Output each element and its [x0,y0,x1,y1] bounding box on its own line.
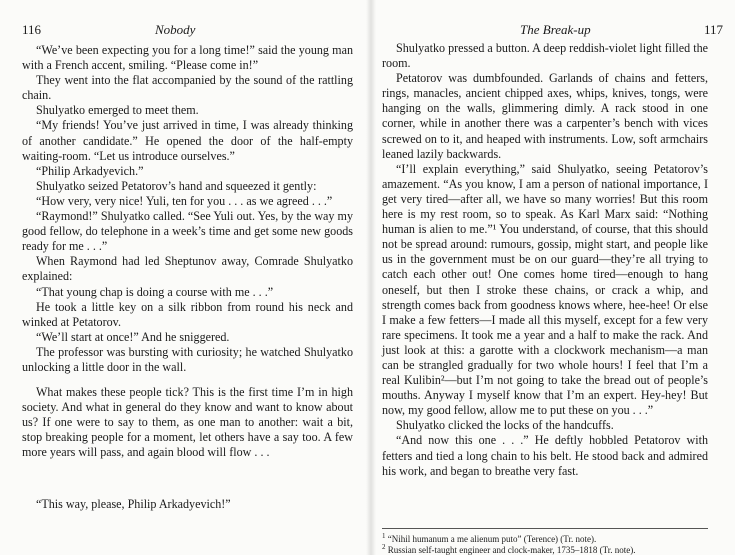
paragraph: “My friends! You’ve just arrived in time, I was already thinking of another candidate.” He opened the door of the half-empty waiting-room. “Let us introduce ourselves.” [22,118,353,163]
left-page-number [22,22,41,37]
page-number: 117 [704,22,724,37]
footnote [382,545,708,556]
paragraph: “Raymond!” Shulyatko called. “See Yuli out. Yes, by the way my good fellow, do telephone in a week’s time and get some new goods ready for me . . .” [22,209,353,254]
footnote [382,534,708,545]
footnote-mark: 2 [382,543,386,551]
paragraph: Shulyatko emerged to meet them. [36,103,199,118]
right-page [372,0,735,555]
footnotes [382,528,708,556]
right-running-title: The Break-up [520,22,591,37]
paragraph: “We’ll start at once!” And he sniggered. [36,329,230,344]
paragraph: “I’ll explain everything,” said Shulyatko, seeing Petatorov’s amazement. “As you know, I am a person of national importance, I get very tired—after all, we have so many worries! But this room here is my rest room, so to speak. As Karl Marx said: “Nothing human is alien to me.”¹ You understand, of course, that this should not be spread around: rumours, gossip, might start, and people like us in the government must be on our guard—they’re all trying to catch each other out! One comes home tired—enough to hang oneself, but then I stroke these chains, or crack a whip, and strength comes back from goodness knows where, hee-hee! Or else I make a few fetters—I made all this myself, except for a few very rare specimens. It took me a year and a half to make the rack. And just look at this: a garotte with a clockwork mechanism—a man can be strangled gradually for two whole hours! I feel that I’m a real Kulibin²—but I’m not going to take the bread out of people’s mouths. Anyway I myself know that I’m an expert. Hey-hey! But now, my good fellow, allow me to put these on you . . .” [382,161,708,418]
left-text-top [22,43,353,375]
left-text-bottom [22,497,353,512]
footnote-mark: 1 [382,532,386,540]
left-running-title: Nobody [155,22,196,37]
paragraph: “Philip Arkadyevich.” [36,163,144,178]
left-text-middle [22,385,353,460]
footnote-text: “Nihil humanum a me alienum puto” (Terence) (Tr. note). [387,534,597,544]
paragraph: Shulyatko seized Petatorov’s hand and squeezed it gently: [36,178,317,193]
paragraph: “How very, very nice! Yuli, ten for you . . . as we agreed . . .” [36,193,333,208]
paragraph: When Raymond had led Sheptunov away, Comrade Shulyatko explained: [22,254,353,284]
paragraph: The professor was bursting with curiosity; he watched Shulyatko unlocking a little door in the wall. [22,344,353,374]
paragraph: “That young chap is doing a course with me . . .” [36,284,274,299]
right-page-number [704,22,723,37]
paragraph: What makes these people tick? This is the first time I’m in high society. And what in general do they know and want to know about us? If one were to say to them, as one man to another: wait a bit, stop breaking people for a moment, let others have a say too. A few more years will pass, and again blood will flow . . . [22,385,353,460]
paragraph: Petatorov was dumbfounded. Garlands of chains and fetters, rings, manacles, ancient chipped axes, whips, knives, tongs, were hanging on the walls, glimmering dimly. A rack stood in one corner, while in another there was a carpenter’s bench with vices screwed on to it, and heaped with instruments. Low, soft armchairs leaned lazily backwards. [382,71,708,161]
paragraph: Shulyatko clicked the locks of the handcuffs. [396,418,614,433]
paragraph: “We’ve been expecting you for a long time!” said the young man with a French accent, smiling. “Please come in!” [22,43,353,73]
right-text [382,41,708,479]
paragraph: “This way, please, Philip Arkadyevich!” [36,497,231,511]
paragraph: They went into the flat accompanied by the sound of the rattling chain. [22,73,353,103]
page-number: 116 [22,22,42,37]
paragraph: Shulyatko pressed a button. A deep reddish-violet light filled the room. [382,41,708,71]
paragraph: “And now this one . . .” He deftly hobbled Petatorov with fetters and tied a long chain to his belt. He stood back and admired his work, and began to breathe very fast. [382,433,708,478]
paragraph: He took a little key on a silk ribbon from round his neck and winked at Petatorov. [22,299,353,329]
footnote-text: Russian self-taught engineer and clock-maker, 1735–1818 (Tr. note). [387,545,636,555]
